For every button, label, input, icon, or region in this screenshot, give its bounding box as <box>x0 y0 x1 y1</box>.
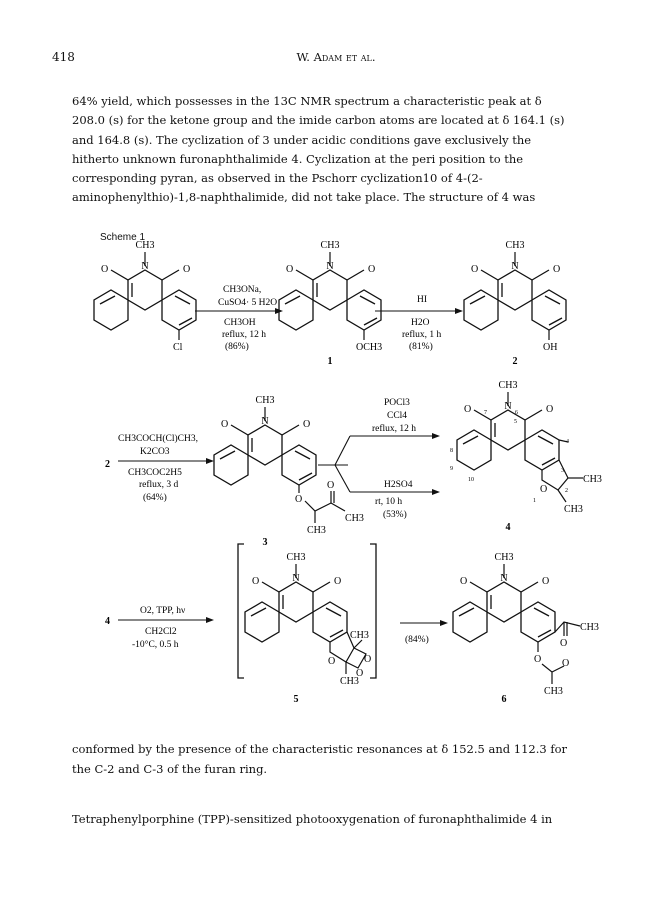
condition-text: CH2Cl2 <box>145 627 177 637</box>
atom-number: 6 <box>515 410 518 416</box>
ch3-label: CH3 <box>505 240 525 251</box>
atom-number: 1 <box>533 498 536 504</box>
condition-text: -10°C, 0.5 h <box>132 640 179 650</box>
structure-4 <box>450 380 602 515</box>
paragraph-1 <box>72 92 602 208</box>
condition-text: reflux, 1 h <box>402 330 442 340</box>
text-line: hitherto unknown furonaphthalimide 4. Cyclization at the peri position to the <box>72 151 524 166</box>
compound-label-3: 3 <box>262 537 268 548</box>
ch3-label: CH3 <box>255 395 275 406</box>
o-atom: O <box>356 668 364 679</box>
ch3-label: CH3 <box>498 380 518 391</box>
ch3-label: CH3 <box>345 513 364 524</box>
atom-number: 2 <box>565 488 568 494</box>
o-atom: O <box>101 264 109 275</box>
reagent-text: POCl3 <box>384 398 410 408</box>
structure-2 <box>464 240 566 353</box>
atom-number: 10 <box>468 477 474 483</box>
o-atom: O <box>471 264 479 275</box>
text-line: the C-2 and C-3 of the furan ring. <box>72 761 268 776</box>
condition-text: reflux, 12 h <box>222 330 267 340</box>
n-atom: N <box>326 261 334 272</box>
o-atom: O <box>286 264 294 275</box>
n-atom: N <box>261 416 269 427</box>
compound-label-6: 6 <box>501 694 507 705</box>
reagent-text: K2CO3 <box>140 447 170 457</box>
atom-number: 5 <box>514 419 517 425</box>
structure-6 <box>453 552 599 697</box>
o-atom: O <box>221 419 229 430</box>
ch3-label: CH3 <box>286 552 306 563</box>
paragraph-2 <box>72 740 602 779</box>
o-atom: O <box>460 576 468 587</box>
o-atom: O <box>334 576 342 587</box>
condition-text: (53%) <box>383 510 407 520</box>
o-atom: O <box>534 654 542 665</box>
o-atom: O <box>542 576 550 587</box>
reagent-text: CCl4 <box>387 411 408 421</box>
structure-1 <box>279 240 382 353</box>
n-atom: N <box>141 261 149 272</box>
o-atom: O <box>464 404 472 415</box>
ch3-label: CH3 <box>350 630 369 641</box>
o-atom: O <box>328 656 336 667</box>
substituent-och3: OCH3 <box>356 342 383 353</box>
scheme-label: Scheme 1 <box>100 232 146 243</box>
paragraph-3 <box>72 812 552 826</box>
yield-text: (84%) <box>405 635 429 645</box>
ch3-label: CH3 <box>580 622 599 633</box>
condition-text: (86%) <box>225 342 249 352</box>
reagent-text: reflux, 12 h <box>372 424 417 434</box>
ch3-label: CH3 <box>494 552 514 563</box>
o-atom: O <box>560 638 568 649</box>
reagent-text: CuSO4· 5 H2O <box>218 298 278 308</box>
page-number: 418 <box>52 50 75 64</box>
substituent-cl: Cl <box>173 342 183 353</box>
text-line: Tetraphenylporphine (TPP)-sensitized photooxygenation of furonaphthalimide 4 in <box>72 812 553 826</box>
ch3-label: CH3 <box>564 504 583 515</box>
text-line: 64% yield, which possesses in the 13C NMR spectrum a characteristic peak at δ <box>72 94 542 108</box>
reagent-text: O2, TPP, hν <box>140 606 186 616</box>
condition-text: (81%) <box>409 342 433 352</box>
text-line: 208.0 (s) for the ketone group and the imide carbon atoms are located at δ 164.1 (s) <box>72 113 565 128</box>
compound-label-2: 2 <box>512 356 518 367</box>
condition-text: reflux, 3 d <box>139 480 179 490</box>
reagent-text: CH3COCH(Cl)CH3, <box>118 434 198 444</box>
text-line: corresponding pyran, as observed in the Pschorr cyclization10 of 4-(2- <box>72 171 483 186</box>
atom-number: 3 <box>561 468 564 474</box>
atom-number: 8 <box>450 448 453 454</box>
o-atom: O <box>183 264 191 275</box>
o-atom: O <box>368 264 376 275</box>
condition-text: CH3OH <box>224 318 256 328</box>
o-atom: O <box>540 484 548 495</box>
compound-label-4: 4 <box>505 522 511 533</box>
o-atom: O <box>364 654 372 665</box>
ch3-label: CH3 <box>583 474 602 485</box>
o-atom: O <box>562 658 570 669</box>
condition-text: H2O <box>411 318 430 328</box>
ch3-label: CH3 <box>320 240 340 251</box>
reagent-text: CH3ONa, <box>223 285 262 295</box>
atom-number: 7 <box>484 410 487 416</box>
compound-label-1: 1 <box>327 356 333 367</box>
compound-label-5: 5 <box>293 694 299 705</box>
condition-text: rt, 10 h <box>375 497 403 507</box>
n-atom: N <box>500 573 508 584</box>
condition-text: CH3COC2H5 <box>128 468 182 478</box>
o-atom: O <box>553 264 561 275</box>
o-atom: O <box>327 480 335 491</box>
o-atom: O <box>252 576 260 587</box>
reagent-text: HI <box>417 295 428 305</box>
text-line: and 164.8 (s). The cyclization of 3 under acidic conditions gave exclusively the <box>72 132 532 147</box>
start-compound-2: 2 <box>105 459 110 470</box>
n-atom: N <box>292 573 300 584</box>
text-line: conformed by the presence of the characteristic resonances at δ 152.5 and 112.3 for <box>72 742 568 756</box>
reagent-text: H2SO4 <box>384 480 413 490</box>
ch3-label: CH3 <box>307 525 326 536</box>
o-atom: O <box>295 494 303 505</box>
running-head: W. Adam et al. <box>296 50 376 64</box>
structure-5 <box>245 552 371 687</box>
n-atom: N <box>504 401 512 412</box>
atom-number: 4 <box>566 439 569 445</box>
atom-number: 9 <box>450 466 453 472</box>
text-line: aminophenylthio)-1,8-naphthalimide, did not take place. The structure of 4 was <box>72 190 536 205</box>
ch3-label: CH3 <box>544 686 563 697</box>
o-atom: O <box>546 404 554 415</box>
reaction-scheme <box>0 240 672 720</box>
substituent-oh: OH <box>543 342 558 353</box>
n-atom: N <box>511 261 519 272</box>
structure-start <box>94 240 196 353</box>
o-atom: O <box>303 419 311 430</box>
ch3-label: CH3 <box>340 676 359 687</box>
ch3-label: CH3 <box>135 240 155 251</box>
condition-text: (64%) <box>143 493 167 503</box>
start-compound-4: 4 <box>105 616 110 627</box>
